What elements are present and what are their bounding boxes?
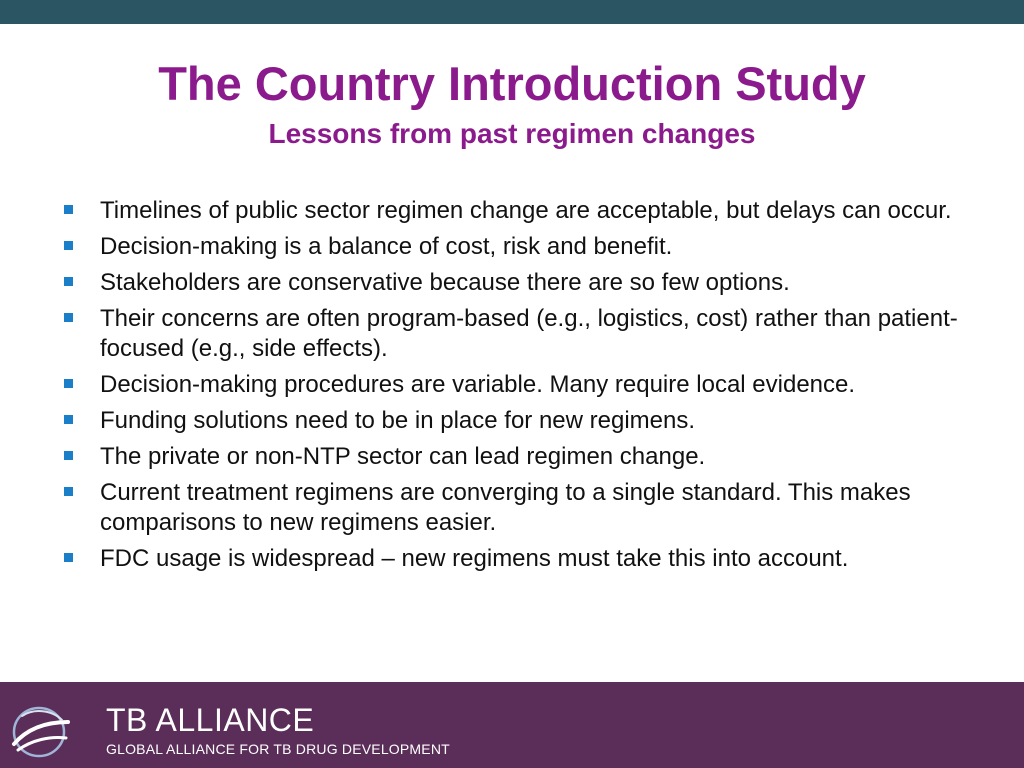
square-bullet-icon <box>64 277 73 286</box>
bullet-text: Timelines of public sector regimen change are acceptable, but delays can occur. <box>100 197 952 224</box>
brand-name: TB ALLIANCE <box>106 702 315 738</box>
bullet-text: The private or non-NTP sector can lead regimen change. <box>100 443 706 470</box>
square-bullet-icon <box>64 241 73 250</box>
bullet-item <box>62 406 962 436</box>
top-bar <box>0 0 1024 24</box>
brand-tagline: GLOBAL ALLIANCE FOR TB DRUG DEVELOPMENT <box>106 741 450 757</box>
bullet-text: Their concerns are often program-based (e.g., logistics, cost) rather than patient-focused (e.g., side effects). <box>100 305 958 362</box>
bullet-text: Current treatment regimens are converging to a single standard. This makes comparisons to new regimens easier. <box>100 479 911 536</box>
bullet-text: Decision-making procedures are variable. Many require local evidence. <box>100 371 856 398</box>
slide-title: The Country Introduction Study <box>158 57 866 110</box>
square-bullet-icon <box>64 451 73 460</box>
bullet-item <box>62 370 962 400</box>
square-bullet-icon <box>64 313 73 322</box>
square-bullet-icon <box>64 487 73 496</box>
bullet-text: Decision-making is a balance of cost, risk and benefit. <box>100 233 673 260</box>
bullet-text: Stakeholders are conservative because there are so few options. <box>100 269 790 296</box>
square-bullet-icon <box>64 205 73 214</box>
square-bullet-icon <box>64 553 73 562</box>
bullet-item <box>62 544 962 574</box>
square-bullet-icon <box>64 415 73 424</box>
square-bullet-icon <box>64 379 73 388</box>
tb-alliance-logo-icon <box>8 700 72 764</box>
slide-subtitle: Lessons from past regimen changes <box>268 118 756 149</box>
bullet-text: FDC usage is widespread – new regimens must take this into account. <box>100 545 849 572</box>
bullet-list <box>62 196 962 580</box>
bullet-item <box>62 232 962 262</box>
bullet-item <box>62 442 962 472</box>
bullet-item <box>62 478 962 538</box>
bullet-item <box>62 268 962 298</box>
bullet-item <box>62 304 962 364</box>
bullet-text: Funding solutions need to be in place for new regimens. <box>100 407 696 434</box>
bullet-item <box>62 196 962 226</box>
